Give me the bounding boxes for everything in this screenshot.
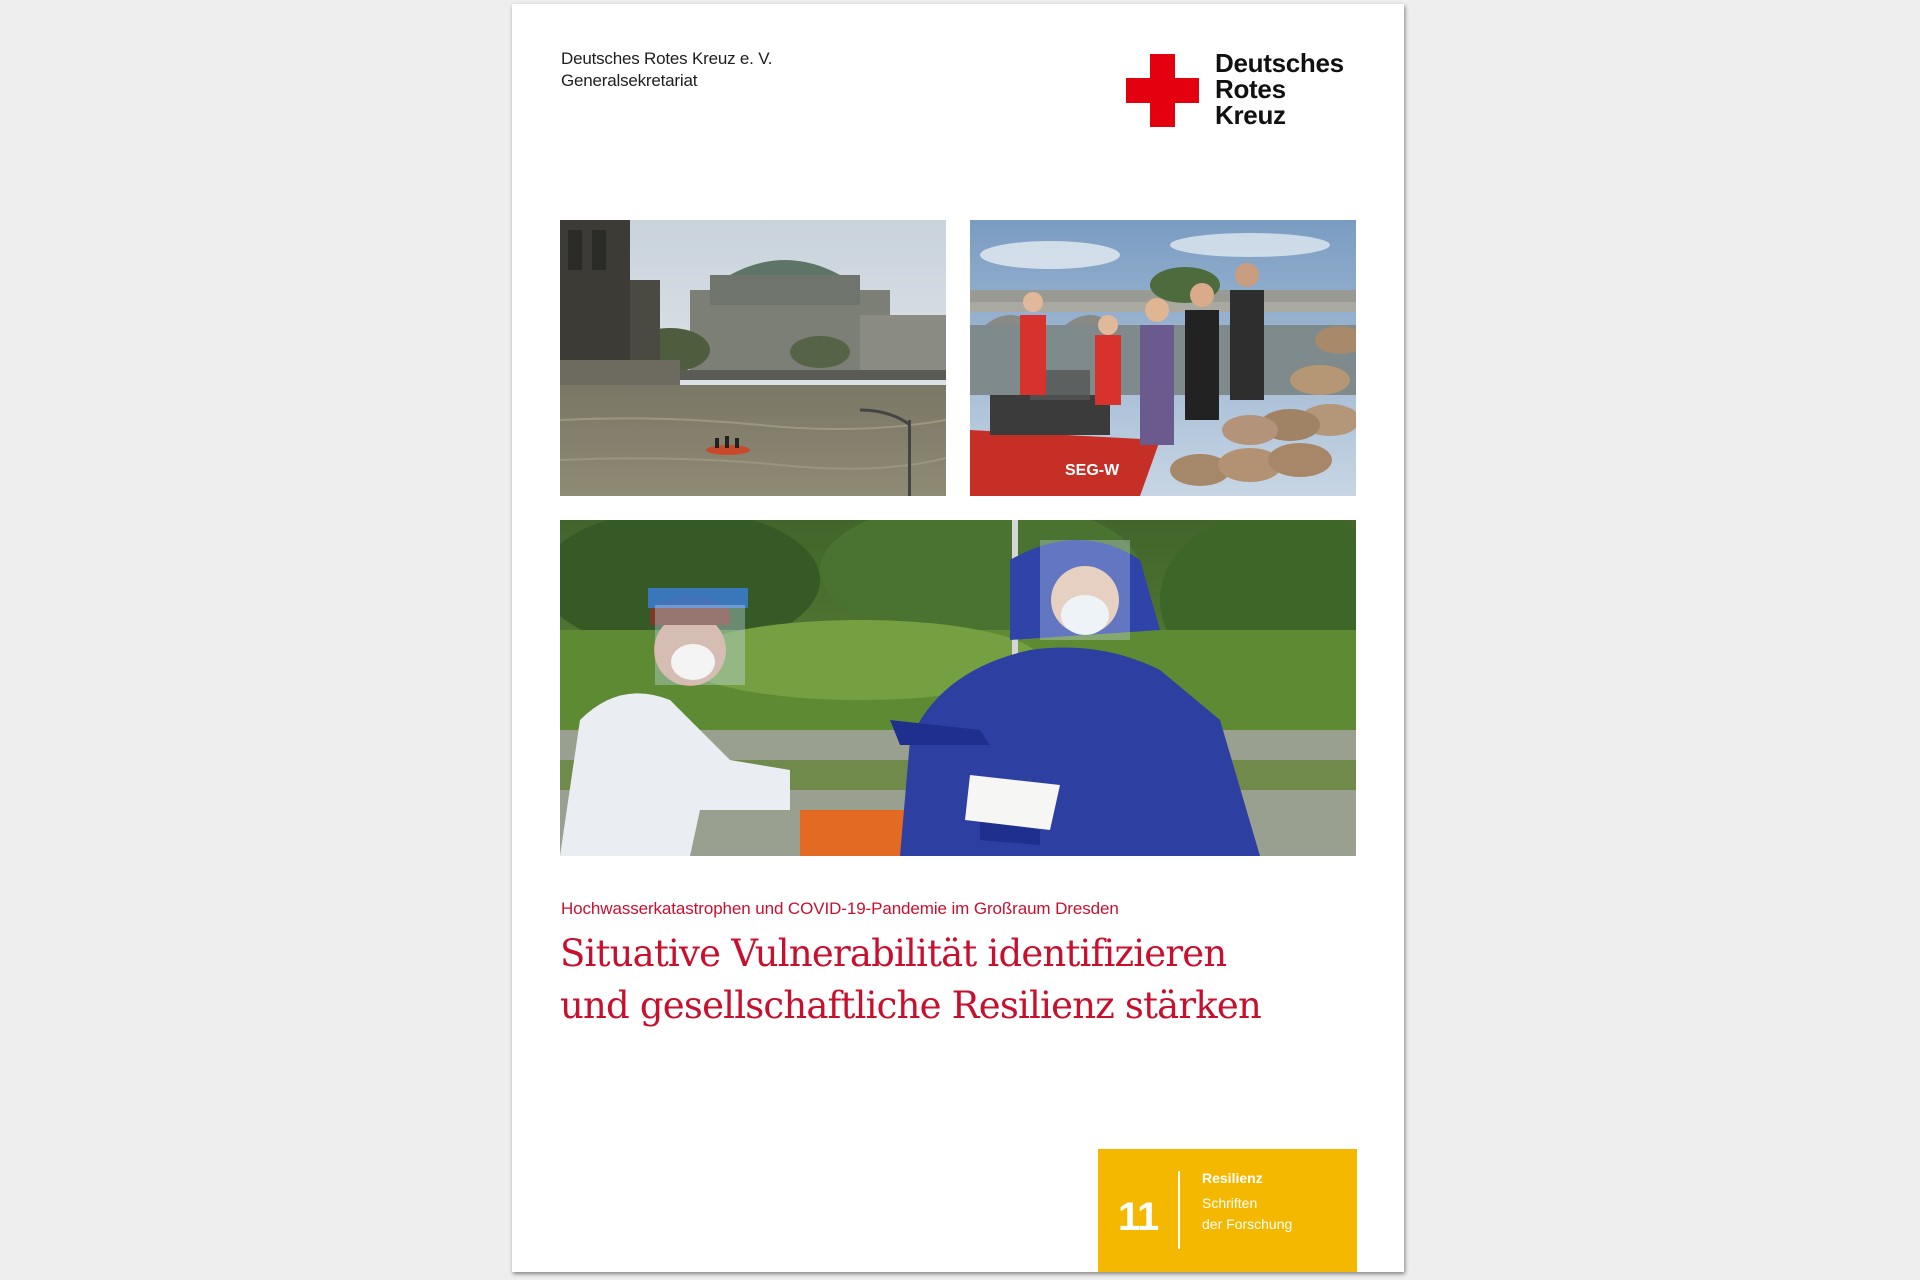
series-divider [1178, 1171, 1180, 1249]
series-number: 11 [1118, 1195, 1159, 1239]
title-line-1: Situative Vulnerabilität identifizieren [560, 932, 1227, 975]
series-subtitle: Schriften der Forschung [1202, 1195, 1293, 1232]
sandbag-rescue-team-photo [970, 220, 1356, 496]
report-title [560, 928, 1360, 1032]
series-name: Resilienz [1202, 1170, 1263, 1186]
flooded-dresden-city-photo [560, 220, 946, 496]
cover-page [512, 4, 1404, 1272]
series-badge [1098, 1149, 1357, 1272]
publisher-name: Deutsches Rotes Kreuz e. V. [561, 49, 773, 68]
drk-logo [1126, 50, 1366, 132]
svg-text:SEG-W: SEG-W [1065, 462, 1120, 479]
report-subtitle: Hochwasserkatastrophen und COVID-19-Pandemie im Großraum Dresden [561, 899, 1119, 918]
red-cross-icon [1126, 54, 1199, 127]
title-line-2: und gesellschaftliche Resilienz stärken [560, 984, 1262, 1027]
logo-wordmark: Deutsches Rotes Kreuz [1215, 48, 1344, 130]
covid-test-station-photo [560, 520, 1356, 856]
publisher-department: Generalsekretariat [561, 71, 698, 90]
publisher-block [561, 48, 772, 92]
